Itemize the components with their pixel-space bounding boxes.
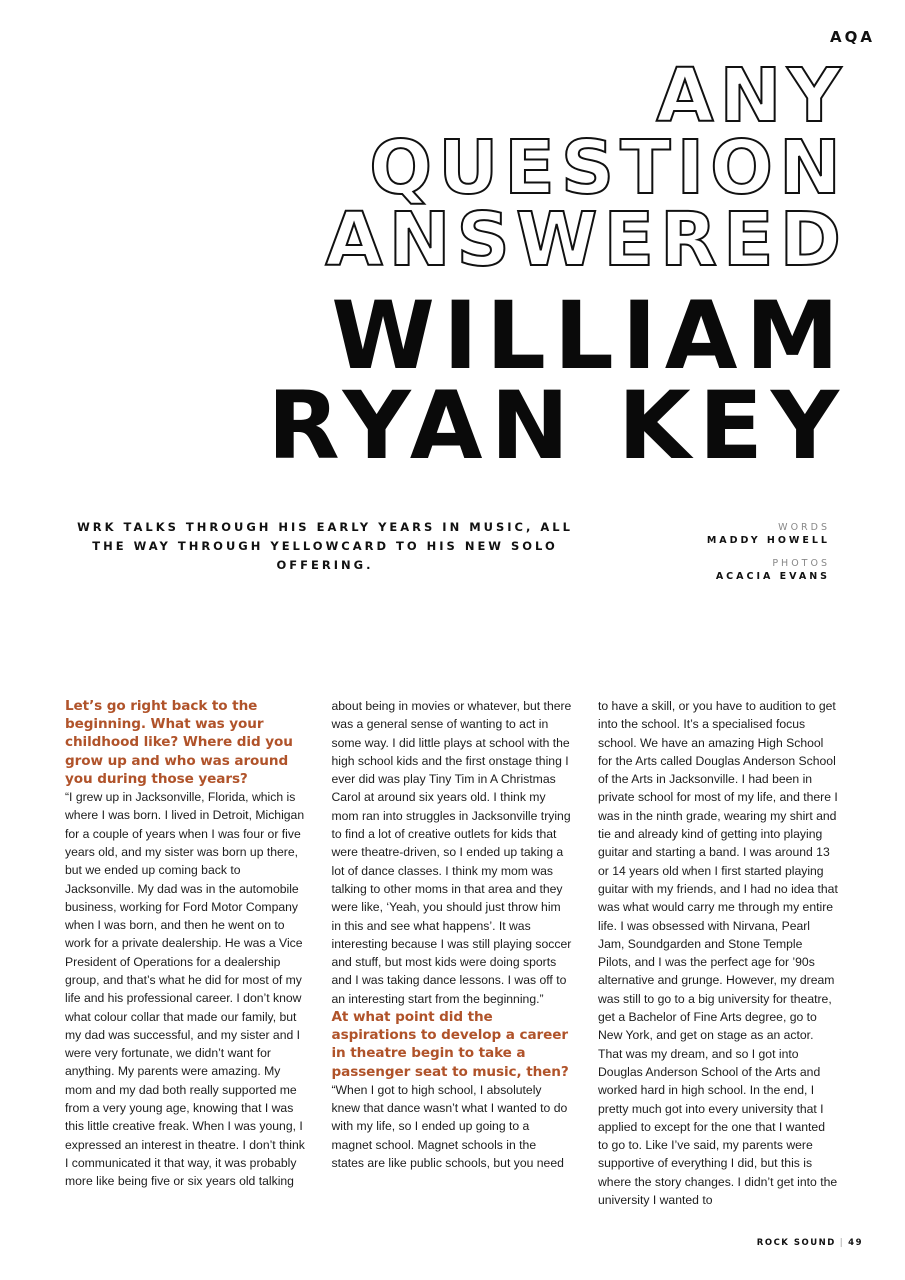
headline-line-question: QUESTION xyxy=(369,125,847,211)
headline-line-answered: ANSWERED xyxy=(325,197,847,283)
page-number: 49 xyxy=(848,1238,863,1248)
section-tag: AQA xyxy=(830,28,875,46)
interviewee-name xyxy=(267,282,847,481)
page-folio xyxy=(757,1238,863,1248)
outline-headline xyxy=(325,53,847,283)
name-line-second: RYAN KEY xyxy=(267,372,847,481)
photos-author: ACACIA EVANS xyxy=(715,571,830,582)
magazine-name: ROCK SOUND xyxy=(756,1238,836,1248)
question-1: Let’s go right back to the beginning. What was your childhood like? Where did you grow up and who was around you during those years? xyxy=(65,698,293,787)
question-2: At what point did the aspirations to develop a career in theatre begin to take a passenger seat to music, then? xyxy=(331,1009,569,1080)
credits xyxy=(707,522,830,583)
answer-1-part-2: about being in movies or whatever, but there was a general sense of wanting to act in some way. I did little plays at school with the high school kids and the first onstage thing I ever did was play Tiny Tim in A Christmas Carol at around six years old. I think my mom ran into struggles in Jacksonville trying to find a lot of creative outlets for kids that were theatre-driven, so I ended up taking a lot of dance classes. I think my mom was talking to other moms in that area and they were like, ‘Yeah, you should just throw him in this and see what happens’. It was interesting because I was still playing soccer and stuff, but most kids were doing sports and I was taking dance lessons. I was off to an interesting start from the beginning.” xyxy=(331,699,572,1006)
folio-separator: | xyxy=(839,1238,845,1248)
words-label: WORDS xyxy=(778,522,830,533)
name-line-first: WILLIAM xyxy=(331,282,847,391)
article-body xyxy=(65,697,838,1217)
column-3 xyxy=(598,697,838,1217)
answer-1-part-1: “I grew up in Jacksonville, Florida, which is where I was born. I lived in Detroit, Michigan for a couple of years when I was four or five years old, and my sister was born up there, but we ended up coming back to Jacksonville. My dad was in the automobile business, working for Ford Motor Company when I was born, and then he went on to work for a private dealership. He was a Vice President of Operations for a dealership group, and that’s what he did for most of my life and his professional career. I don’t know what colour collar that made our family, but my dad was successful, and my sister and I were very fortunate, we didn’t want for anything. My parents were amazing. My mom and my dad both really supported me from a very young age, knowing that I was this little creative freak. When I was young, I expressed an interest in theatre. I don’t think I communicated it that way, it was probably more like being five or six years old talking xyxy=(65,790,305,1189)
photos-label: PHOTOS xyxy=(772,558,830,569)
standfirst: WRK TALKS THROUGH HIS EARLY YEARS IN MUSIC, ALL THE WAY THROUGH YELLOWCARD TO HIS NEW SOLO OFFERING. xyxy=(77,520,573,572)
column-2 xyxy=(332,697,572,1217)
headline-line-any: ANY xyxy=(656,53,847,139)
answer-2-part-2: to have a skill, or you have to audition to get into the school. It’s a specialised focus school. We have an amazing High School for the Arts called Douglas Anderson School of the Arts in Jacksonville. I had been in private school for most of my life, and there I was in the ninth grade, wearing my shirt and tie and already kind of getting into playing guitar and starting a band. I was around 13 or 14 years old when I first started playing guitar with my friends, and I had no idea that was what would carry me through my entire life. I was obsessed with Nirvana, Pearl Jam, Soundgarden and Stone Temple Pilots, and I was the perfect age for ’90s alternative and grunge. However, my dream was still to go to a big university for theatre, get a Bachelor of Fine Arts degree, go to New York, and get on stage as an actor. That was my dream, and so I got into Douglas Anderson School of the Arts and worked hard in high school. In the end, I pretty much got into every university that I applied to except for the one that I wanted to go to. Like I’ve said, my parents were supportive of everything I did, but this is where the story changes. I didn’t get into the university I wanted to xyxy=(598,699,838,1208)
words-author: MADDY HOWELL xyxy=(706,535,830,546)
answer-2-part-1: “When I got to high school, I absolutely knew that dance wasn’t what I wanted to do with my life, so I ended up going to a magnet school. Magnet schools in the states are like public schools, but you need xyxy=(331,1082,568,1171)
column-1 xyxy=(65,697,305,1217)
